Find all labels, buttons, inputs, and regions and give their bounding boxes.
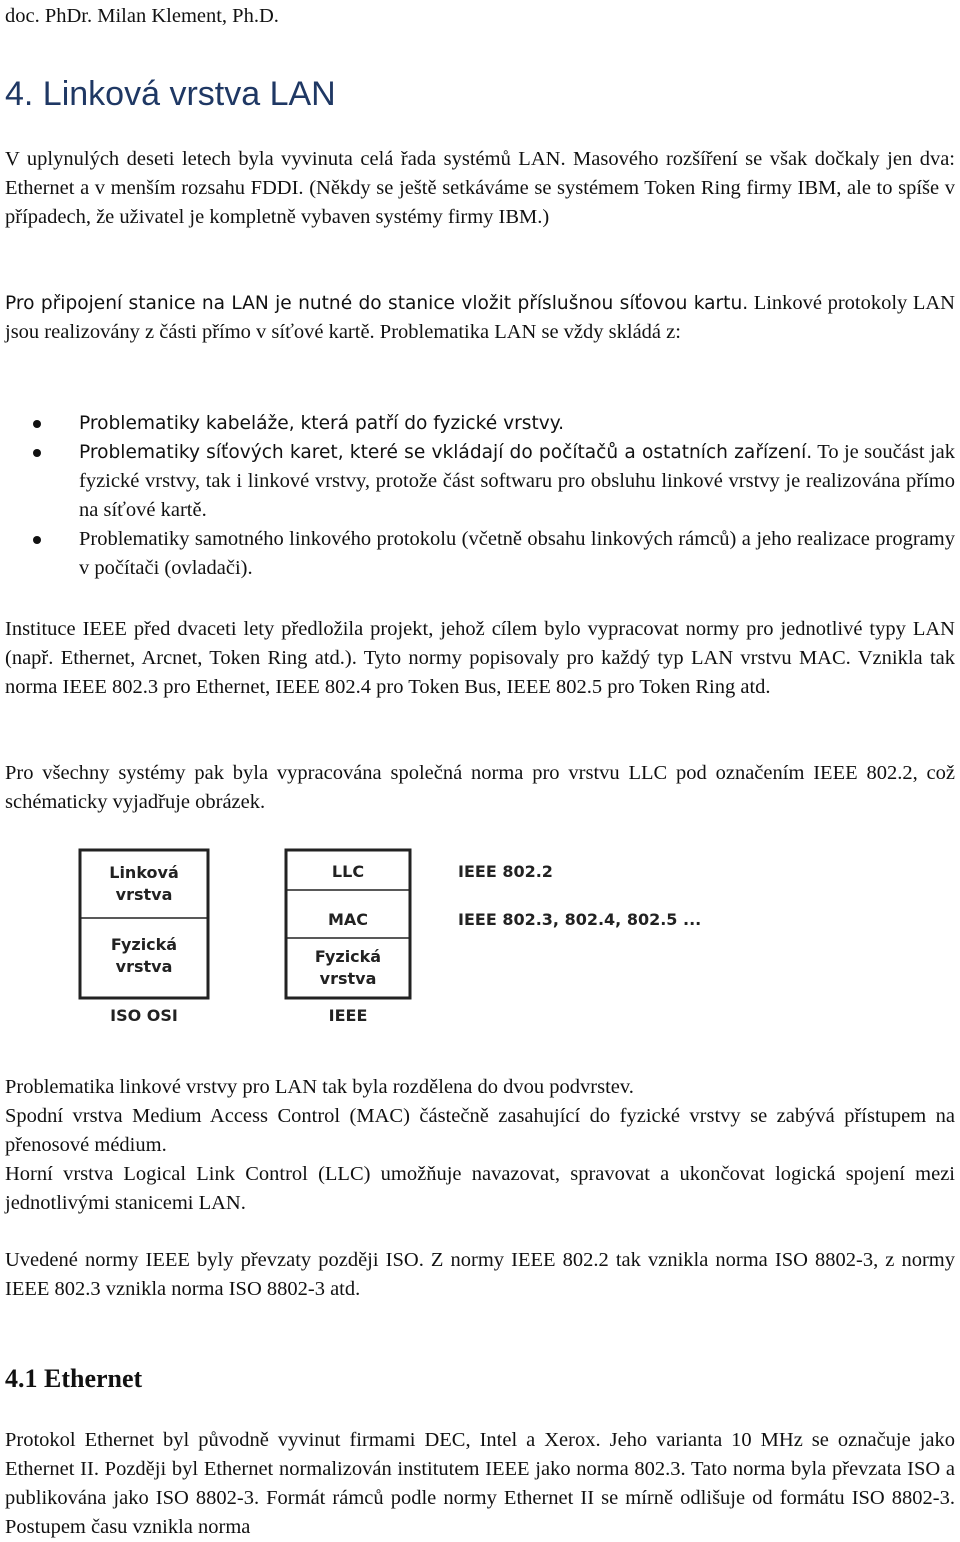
list-item-text: Problematiky samotného linkového protokolu (včetně obsahu linkových rámců) a jeho realizace programy v počítači (ovladači). <box>79 528 955 579</box>
iso-physical-layer-label: Fyzická <box>110 935 178 954</box>
ieee-physical-label: Fyzická <box>314 947 382 966</box>
iso-physical-layer-label-2: vrstva <box>115 957 173 976</box>
lan-topics-list <box>5 409 955 583</box>
section-title-ethernet: 4.1 Ethernet <box>5 1364 143 1393</box>
intro-paragraph: V uplynulých deseti letech byla vyvinuta celá řada systémů LAN. Masového rozšíření se však dočkaly jen dva: Ethernet a v menším rozsahu FDDI. (Někdy se ještě setkáváme se systémem Token Ring firmy IBM, ale to spíše v případech, že uživatel je kompletně vybaven systémy firmy IBM.) <box>5 148 955 228</box>
ethernet-paragraph: Protokol Ethernet byl původně vyvinut firmami DEC, Intel a Xerox. Jeho varianta 10 MHz se označuje jako Ethernet II. Později byl Ethernet normalizován institutem IEEE jako norma 802.3. Tato norma byla převzata ISO a publikována jako ISO 8802-3. Formát rámců podle normy Ethernet II se mírně odlišuje od formátu ISO 8802-3. Postupem času vznikla norma <box>5 1429 955 1538</box>
ieee-caption: IEEE <box>328 1006 368 1025</box>
list-item-text: Problematiky kabeláže, která patří do fyzické vrstvy. <box>79 413 565 434</box>
list-item <box>5 525 955 583</box>
list-item-text: Problematiky síťových karet, které se vkládají do počítačů a ostatních zařízení. <box>79 442 813 463</box>
iso-link-layer-label-2: vrstva <box>115 885 173 904</box>
ieee-802-2-label: IEEE 802.2 <box>458 862 553 881</box>
bullet-icon <box>33 420 41 428</box>
page-header-author: doc. PhDr. Milan Klement, Ph.D. <box>5 5 279 27</box>
sublayers-paragraph: Problematika linkové vrstvy pro LAN tak byla rozdělena do dvou podvrstev. <box>5 1076 634 1098</box>
ieee-mac-label: MAC <box>327 910 369 929</box>
ieee-paragraph: Instituce IEEE před dvaceti lety předložila projekt, jehož cílem bylo vypracovat normy pro jednotlivé typy LAN (např. Ethernet, Arcnet, Token Ring atd.). Tyto normy popisovaly pro každý typ LAN vrstvu MAC. Vznikla tak norma IEEE 802.3 pro Ethernet, IEEE 802.4 pro Token Bus, IEEE 802.5 pro Token Ring atd. <box>5 618 955 698</box>
ieee-llc-label: LLC <box>331 862 365 881</box>
list-item-continuation: To je součást jak fyzické vrstvy, tak i linkové vrstvy, protože část softwaru pro obsluhu linkové vrstvy je realizována přímo na síťové kartě. <box>79 441 955 521</box>
iso-adoption-paragraph: Uvedené normy IEEE byly převzaty později ISO. Z normy IEEE 802.2 tak vznikla norma ISO 8802-3, z normy IEEE 802.3 vznikla norma ISO 8802-3 atd. <box>5 1249 955 1300</box>
network-card-paragraph <box>5 289 955 347</box>
network-card-sentence: Pro připojení stanice na LAN je nutné do stanice vložit příslušnou síťovou kartu. <box>5 293 749 314</box>
ieee-802-3-4-5-label: IEEE 802.3, 802.4, 802.5 ... <box>458 910 702 929</box>
llc-paragraph: Horní vrstva Logical Link Control (LLC) umožňuje navazovat, spravovat a ukončovat logická spojení mezi jednotlivými stanicemi LAN. <box>5 1163 955 1214</box>
bullet-icon <box>33 536 41 544</box>
llc-standard-paragraph: Pro všechny systémy pak byla vypracována společná norma pro vrstvu LLC pod označením IEEE 802.2, což schématicky vyjadřuje obrázek. <box>5 762 955 813</box>
list-item <box>5 438 955 525</box>
iso-osi-caption: ISO OSI <box>110 1006 178 1025</box>
ieee-physical-label-2: vrstva <box>319 969 377 988</box>
bullet-icon <box>33 449 41 457</box>
mac-paragraph: Spodní vrstva Medium Access Control (MAC) částečně zasahující do fyzické vrstvy se zabývá přístupem na přenosové médium. <box>5 1105 955 1156</box>
iso-link-layer-label: Linková <box>109 863 179 882</box>
layer-diagram <box>78 846 798 1036</box>
page-title: 4. Linková vrstva LAN <box>5 75 336 113</box>
link-protocols-sentence: Linkové protokoly LAN jsou realizovány z části přímo v síťové kartě. Problematika LAN se vždy skládá z: <box>5 292 955 343</box>
list-item <box>5 409 955 438</box>
